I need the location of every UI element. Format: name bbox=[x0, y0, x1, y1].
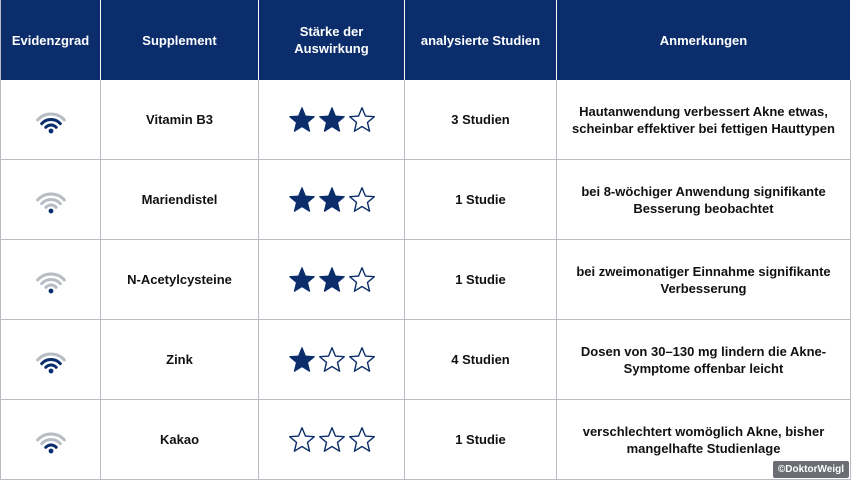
signal-bar bbox=[48, 128, 53, 133]
signal-bar bbox=[41, 359, 60, 363]
star-rating bbox=[288, 346, 376, 374]
star-icon bbox=[348, 426, 376, 454]
note-text: verschlechtert womöglich Akne, bisher mangelhafte Studienlage bbox=[557, 400, 851, 480]
studies-count: 3 Studien bbox=[405, 80, 557, 160]
effect-rating bbox=[259, 320, 405, 400]
signal-bar bbox=[45, 205, 55, 207]
supplement-name: Vitamin B3 bbox=[101, 80, 259, 160]
note-text: Hautanwendung verbessert Akne etwas, scheinbar effektiver bei fettigen Hauttypen bbox=[557, 80, 851, 160]
studies-count: 1 Studie bbox=[405, 400, 557, 480]
evidence-cell bbox=[1, 240, 101, 320]
studies-count: 4 Studien bbox=[405, 320, 557, 400]
wifi-signal-icon bbox=[33, 105, 69, 135]
wifi-signal-icon bbox=[33, 185, 69, 215]
evidence-cell bbox=[1, 80, 101, 160]
signal-bar bbox=[48, 448, 53, 453]
star-icon bbox=[318, 266, 346, 294]
supplement-name: Mariendistel bbox=[101, 160, 259, 240]
watermark: ©DoktorWeigl bbox=[773, 461, 849, 478]
star-icon bbox=[348, 186, 376, 214]
star-icon bbox=[318, 346, 346, 374]
signal-bar bbox=[45, 365, 55, 367]
signal-bar bbox=[48, 288, 53, 293]
supplement-name: Kakao bbox=[101, 400, 259, 480]
signal-bar bbox=[41, 199, 60, 203]
star-icon bbox=[348, 106, 376, 134]
supplement-name: Zink bbox=[101, 320, 259, 400]
star-icon bbox=[288, 186, 316, 214]
signal-bar bbox=[41, 439, 60, 443]
studies-count: 1 Studie bbox=[405, 240, 557, 320]
header-evidence: Evidenzgrad bbox=[1, 0, 101, 80]
star-icon bbox=[288, 266, 316, 294]
effect-rating bbox=[259, 400, 405, 480]
header-effect: Stärke der Auswirkung bbox=[259, 0, 405, 80]
star-icon bbox=[318, 106, 346, 134]
signal-bar bbox=[45, 445, 55, 447]
signal-bar bbox=[48, 368, 53, 373]
star-icon bbox=[348, 266, 376, 294]
header-supplement: Supplement bbox=[101, 0, 259, 80]
wifi-signal-icon bbox=[33, 345, 69, 375]
star-rating bbox=[288, 106, 376, 134]
signal-bar bbox=[48, 208, 53, 213]
note-text: Dosen von 30–130 mg lindern die Akne-Symptome offenbar leicht bbox=[557, 320, 851, 400]
supplement-name: N-Acetylcysteine bbox=[101, 240, 259, 320]
wifi-signal-icon bbox=[33, 265, 69, 295]
star-icon bbox=[288, 346, 316, 374]
header-studies: analysierte Studien bbox=[405, 0, 557, 80]
evidence-cell bbox=[1, 160, 101, 240]
star-icon bbox=[318, 426, 346, 454]
header-notes: Anmerkungen bbox=[557, 0, 851, 80]
star-rating bbox=[288, 426, 376, 454]
evidence-cell bbox=[1, 320, 101, 400]
studies-count: 1 Studie bbox=[405, 160, 557, 240]
signal-bar bbox=[45, 285, 55, 287]
star-rating bbox=[288, 266, 376, 294]
wifi-signal-icon bbox=[33, 425, 69, 455]
note-text: bei zweimonatiger Einnahme signifikante Verbesserung bbox=[557, 240, 851, 320]
effect-rating bbox=[259, 80, 405, 160]
star-icon bbox=[288, 106, 316, 134]
evidence-cell bbox=[1, 400, 101, 480]
star-icon bbox=[288, 426, 316, 454]
signal-bar bbox=[45, 125, 55, 127]
signal-bar bbox=[41, 119, 60, 123]
star-icon bbox=[318, 186, 346, 214]
star-icon bbox=[348, 346, 376, 374]
note-text: bei 8-wöchiger Anwendung signifikante Besserung beobachtet bbox=[557, 160, 851, 240]
effect-rating bbox=[259, 240, 405, 320]
signal-bar bbox=[41, 279, 60, 283]
star-rating bbox=[288, 186, 376, 214]
effect-rating bbox=[259, 160, 405, 240]
